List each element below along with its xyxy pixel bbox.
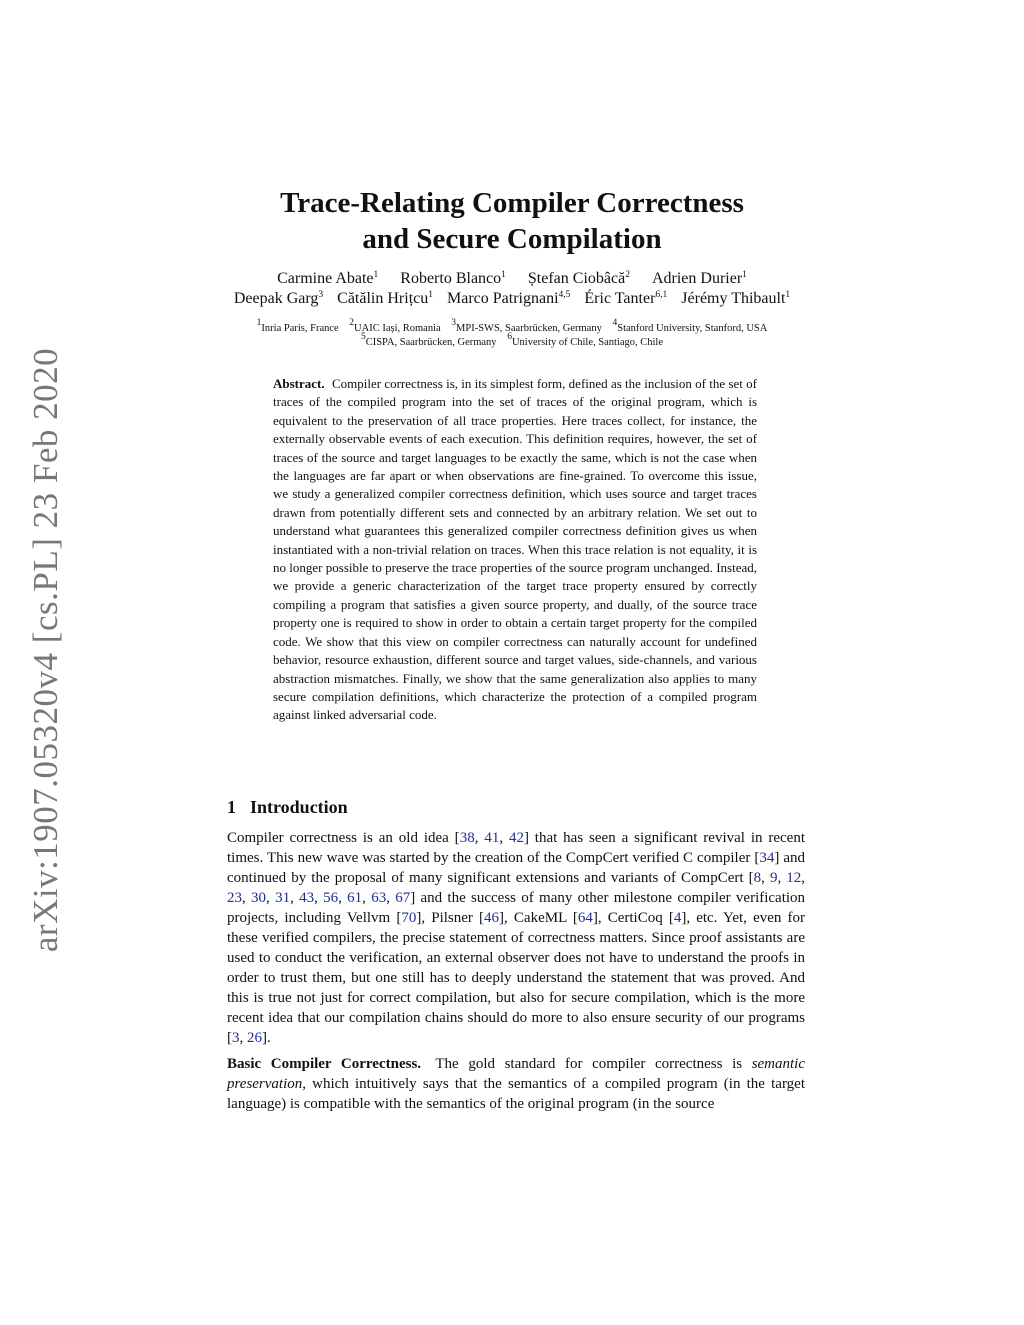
affiliation: $^3$MPI-SWS, Saarbrücken, Germany <box>451 318 602 334</box>
citation-link[interactable]: 64 <box>577 910 593 926</box>
citation-link[interactable]: 30 <box>251 890 267 906</box>
author: Adrien Durier$^1$ <box>651 270 747 287</box>
citation-link[interactable]: 9 <box>769 870 778 886</box>
citation-link[interactable]: 23 <box>227 890 242 906</box>
section-title: Introduction <box>250 797 348 817</box>
author-list <box>200 269 824 309</box>
intro-paragraph-2: Basic Compiler Correctness. The gold standard for compiler correctness is semantic preservation, which intuitively says that the semantics of a compiled program (in the target language) is compatible with the semantics of the original program (in the source <box>227 1056 806 1112</box>
abstract-label: Abstract. <box>273 376 325 391</box>
abstract <box>273 375 757 725</box>
author: Cătălin Hrițcu$^1$ <box>337 290 433 307</box>
arxiv-sidebar <box>16 347 76 953</box>
introduction-body <box>227 828 805 1120</box>
affiliation: $^5$CISPA, Saarbrücken, Germany <box>360 332 497 348</box>
section-number: 1 <box>227 797 236 817</box>
citation-link[interactable]: 46 <box>484 910 500 926</box>
citation-link[interactable]: 70 <box>401 910 417 926</box>
citation-link[interactable]: 61 <box>347 890 363 906</box>
section-heading-introduction <box>227 797 348 818</box>
author-row-1 <box>200 269 824 289</box>
citation-link[interactable]: 34 <box>759 850 775 866</box>
arxiv-identifier: arXiv:1907.05320v4 [cs.PL] 23 Feb 2020 <box>26 347 66 953</box>
author: Deepak Garg$^3$ <box>233 290 324 307</box>
citation-link[interactable]: 8 <box>753 870 762 886</box>
author: Ștefan Ciobâcă$^2$ <box>527 270 630 287</box>
citation-link[interactable]: 26 <box>247 1030 262 1046</box>
author: Éric Tanter$^{6,1}$ <box>584 290 668 307</box>
author: Marco Patrignani$^{4,5}$ <box>447 290 571 307</box>
author: Jérémy Thibault$^1$ <box>681 290 791 307</box>
citation-link[interactable]: 67 <box>395 890 411 906</box>
citation-link[interactable]: 31 <box>275 890 291 906</box>
title-line-1: Trace-Relating Compiler Correctness <box>280 187 744 219</box>
affiliation: $^1$Inria Paris, France <box>256 318 339 334</box>
author: Roberto Blanco$^1$ <box>400 270 506 287</box>
paper-title <box>200 185 824 257</box>
citation-link[interactable]: 38 <box>459 830 475 846</box>
affiliation-list <box>200 318 824 350</box>
affiliation-row-2 <box>200 332 824 350</box>
abstract-text: Compiler correctness is, in its simplest form, defined as the inclusion of the set of traces of the compiled program into the set of traces of the original program, which is equivalent to the preservation of all trace properties. Here traces collect, for instance, the externally observable events of each execution. This definition requires, however, the set of traces of the source and target languages to be exactly the same, which is not the case when the languages are far apart or when observations are fine-grained. To overcome this issue, we study a generalized compiler correctness definition, which uses source and target traces drawn from potentially different sets and connected by an arbitrary relation. We set out to understand what guarantees this generalized compiler correctness definition gives us when instantiated with a non-trivial relation on traces. When this trace relation is not equality, it is no longer possible to preserve the trace properties of the source program unchanged. Instead, we provide a generic characterization of the target trace property ensured by correctly compiling a program that satisfies a given source property, and dually, of the source trace property one is required to show in order to obtain a certain target property for the compiled code. We show that this view on compiler correctness can naturally account for undefined behavior, resource exhaustion, different source and target values, side-channels, and various abstraction mismatches. Finally, we show that the same generalization also applies to many secure compilation definitions, which characterize the protection of a compiled program against linked adversarial code. <box>273 376 758 723</box>
citation-link[interactable]: 42 <box>508 830 524 846</box>
citation-link[interactable]: 43 <box>299 890 315 906</box>
title-line-2: and Secure Compilation <box>362 223 662 255</box>
citation-link[interactable]: 41 <box>484 830 500 846</box>
affiliation: $^2$UAIC Iași, Romania <box>349 318 441 334</box>
author: Carmine Abate$^1$ <box>277 270 379 287</box>
paragraph-heading: Basic Compiler Correctness. <box>227 1056 422 1072</box>
affiliation: $^4$Stanford University, Stanford, USA <box>612 318 768 334</box>
citation-link[interactable]: 56 <box>323 890 339 906</box>
citation-link[interactable]: 4 <box>673 910 682 926</box>
citation-link[interactable]: 63 <box>371 890 387 906</box>
intro-paragraph-1: Compiler correctness is an old idea [38, 41, 42] that has seen a significant revival in recent times. This new wave was started by the creation of the CompCert verified C compiler [34] and continued by the proposal of many significant extensions and variants of CompCert [8, 9, 12, 23, 30, 31, 43, 56, 61, 63, 67] and the success of many other milestone compiler verification projects, including Vellvm [70], Pilsner [46], CakeML [64], CertiCoq [4], etc. Yet, even for these verified compilers, the precise statement of correctness matters. Since proof assistants are used to conduct the verification, an external observer does not have to understand the proofs in order to trust them, but one still has to deeply understand the statement that was proved. And this is true not just for correct compilation, but also for secure compilation, which is the more recent idea that our compilation chains should do more to also ensure security of our programs [3, 26]. <box>227 830 806 1046</box>
affiliation-row-1 <box>200 318 824 336</box>
affiliation: $^6$University of Chile, Santiago, Chile <box>507 332 664 348</box>
citation-link[interactable]: 12 <box>786 870 802 886</box>
citation-link[interactable]: 3 <box>232 1030 240 1046</box>
author-row-2 <box>200 289 824 309</box>
